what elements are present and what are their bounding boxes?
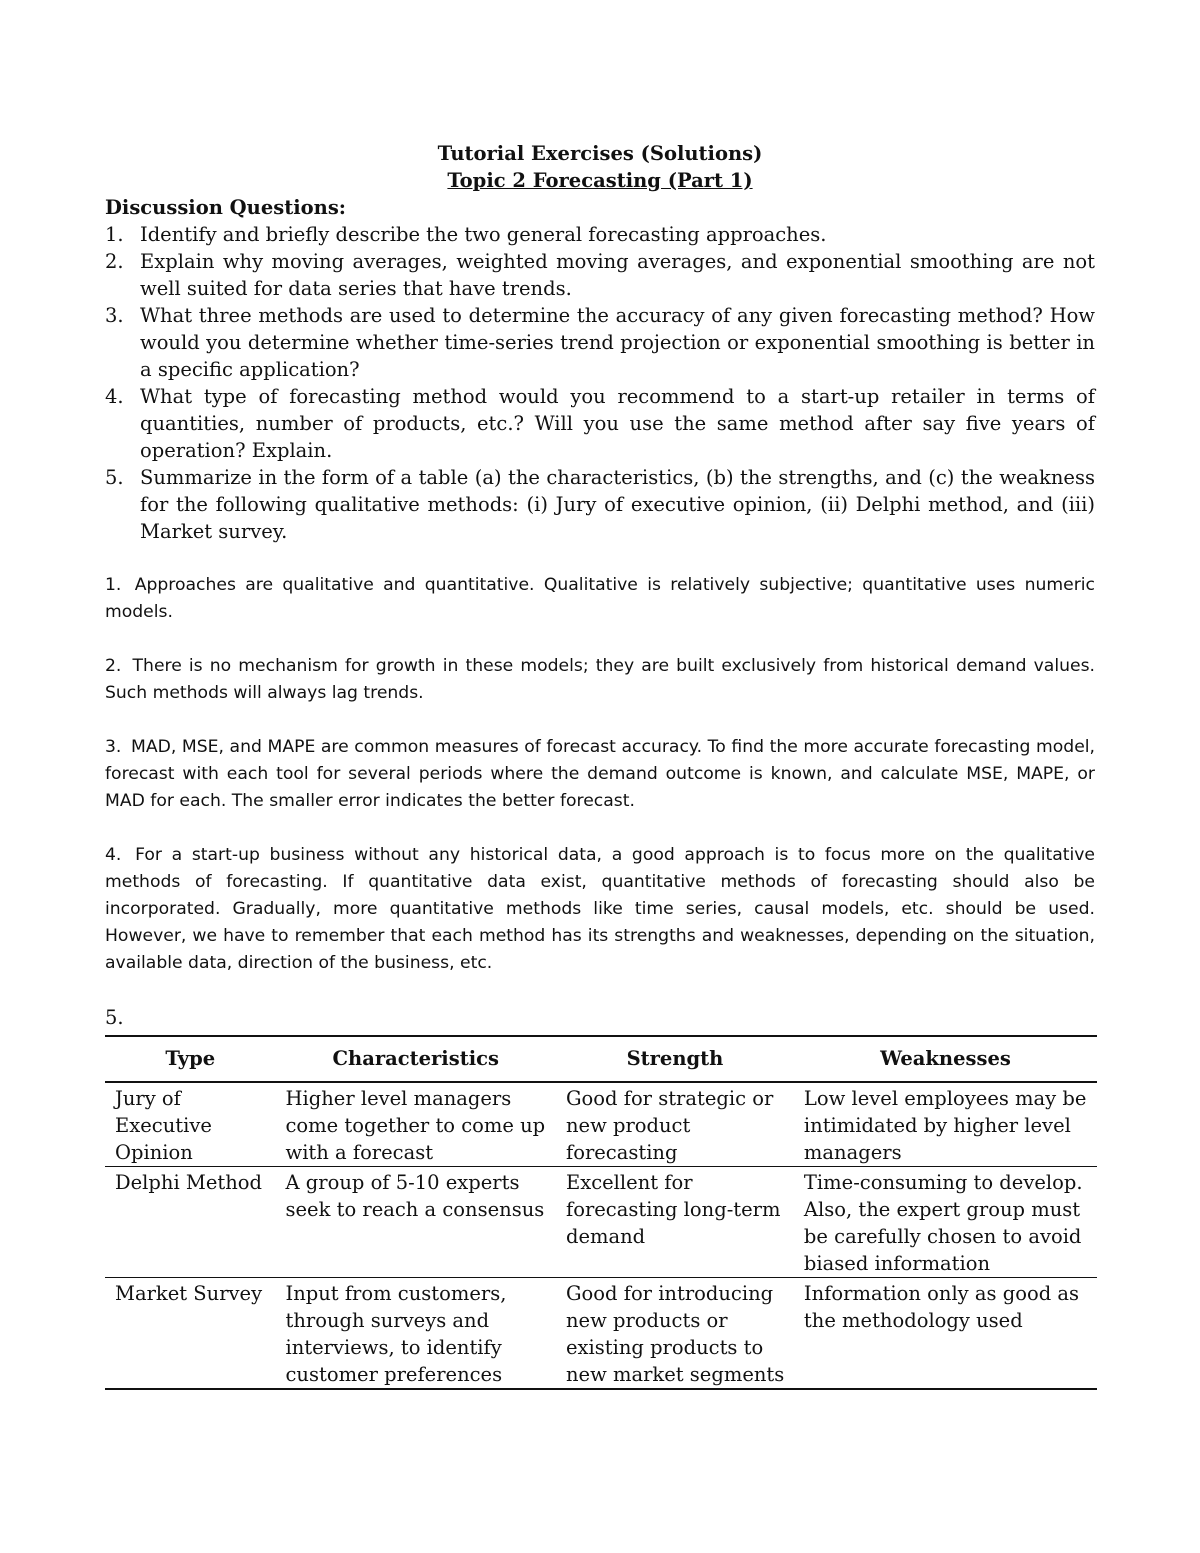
questions-list bbox=[105, 221, 1095, 545]
table-label: 5. bbox=[105, 1006, 124, 1029]
question-text: Summarize in the form of a table (a) the characteristics, (b) the strengths, and (c) the weakness for the following qualitative methods: (i) Jury of executive opinion, (ii) Delphi method, and (iii) Market survey. bbox=[140, 466, 1095, 543]
cell-strength: Good for introducing new products or existing products to new market segments bbox=[565, 1282, 785, 1386]
cell-strength: Excellent for forecasting long-term demand bbox=[565, 1171, 781, 1248]
answer-text: For a start-up business without any historical data, a good approach is to focus more on the qualitative methods of forecasting. If quantitative data exist, quantitative methods of forecasting should also be incorporated. Gradually, more quantitative methods like time series, causal models, etc. should be used. However, we have to remember that each method has its strengths and weaknesses, depending on the situation, available data, direction of the business, etc. bbox=[105, 845, 1096, 973]
header-type: Type bbox=[165, 1047, 216, 1070]
cell-weaknesses: Information only as good as the methodology used bbox=[803, 1282, 1080, 1332]
cell-type: Delphi Method bbox=[115, 1171, 263, 1194]
document-page bbox=[105, 140, 1095, 1390]
cell-weaknesses: Time-consuming to develop. Also, the expert group must be carefully chosen to avoid biased information bbox=[803, 1171, 1083, 1275]
table-row bbox=[105, 1167, 1097, 1278]
answer-paragraph bbox=[105, 734, 1095, 815]
table-row bbox=[105, 1082, 1097, 1167]
questions-heading: Discussion Questions: bbox=[105, 196, 347, 219]
question-text: What three methods are used to determine the accuracy of any given forecasting method? How would you determine whether time-series trend projection or exponential smoothing is better in a specific application? bbox=[140, 304, 1095, 381]
document-title: Tutorial Exercises (Solutions) bbox=[437, 142, 763, 165]
answer-paragraph bbox=[105, 572, 1095, 626]
qualitative-methods-table bbox=[105, 1035, 1097, 1390]
answer-number: 3. bbox=[105, 737, 122, 757]
table-header-row bbox=[105, 1036, 1097, 1082]
cell-characteristics: Input from customers, through surveys and interviews, to identify customer preferences bbox=[285, 1282, 507, 1386]
question-item bbox=[105, 221, 1095, 248]
answer-text: MAD, MSE, and MAPE are common measures of forecast accuracy. To find the more accurate forecasting model, forecast with each tool for several periods where the demand outcome is known, and calculate MSE, MAPE, or MAD for each. The smaller error indicates the better forecast. bbox=[105, 737, 1096, 811]
cell-strength: Good for strategic or new product forecasting bbox=[565, 1087, 774, 1164]
question-item bbox=[105, 383, 1095, 464]
question-number: 1. bbox=[105, 223, 124, 246]
question-number: 2. bbox=[105, 250, 124, 273]
cell-weaknesses: Low level employees may be intimidated by higher level managers bbox=[803, 1087, 1087, 1164]
answer-number: 2. bbox=[105, 656, 122, 676]
answer-text: Approaches are qualitative and quantitative. Qualitative is relatively subjective; quantitative uses numeric models. bbox=[105, 575, 1095, 622]
question-number: 4. bbox=[105, 385, 124, 408]
answer-text: There is no mechanism for growth in these models; they are built exclusively from historical demand values. Such methods will always lag trends. bbox=[105, 656, 1096, 703]
question-item bbox=[105, 464, 1095, 545]
header-weaknesses: Weaknesses bbox=[880, 1047, 1011, 1070]
cell-characteristics: Higher level managers come together to come up with a forecast bbox=[285, 1087, 546, 1164]
cell-type: Jury of Executive Opinion bbox=[115, 1087, 212, 1164]
cell-type: Market Survey bbox=[115, 1282, 263, 1305]
document-subtitle: Topic 2 Forecasting (Part 1) bbox=[447, 169, 753, 192]
question-text: Identify and briefly describe the two general forecasting approaches. bbox=[140, 223, 827, 246]
question-item bbox=[105, 248, 1095, 302]
header-characteristics: Characteristics bbox=[332, 1047, 499, 1070]
table-row bbox=[105, 1278, 1097, 1390]
answer-paragraph bbox=[105, 842, 1095, 977]
answer-paragraph bbox=[105, 653, 1095, 707]
header-strength: Strength bbox=[626, 1047, 724, 1070]
question-text: What type of forecasting method would you recommend to a start-up retailer in terms of quantities, number of products, etc.? Will you use the same method after say five years of operation? Explain. bbox=[140, 385, 1095, 462]
question-item bbox=[105, 302, 1095, 383]
answer-number: 1. bbox=[105, 575, 122, 595]
question-number: 3. bbox=[105, 304, 124, 327]
answer-number: 4. bbox=[105, 845, 122, 865]
question-text: Explain why moving averages, weighted moving averages, and exponential smoothing are not well suited for data series that have trends. bbox=[140, 250, 1095, 300]
cell-characteristics: A group of 5-10 experts seek to reach a consensus bbox=[285, 1171, 545, 1221]
question-number: 5. bbox=[105, 466, 124, 489]
